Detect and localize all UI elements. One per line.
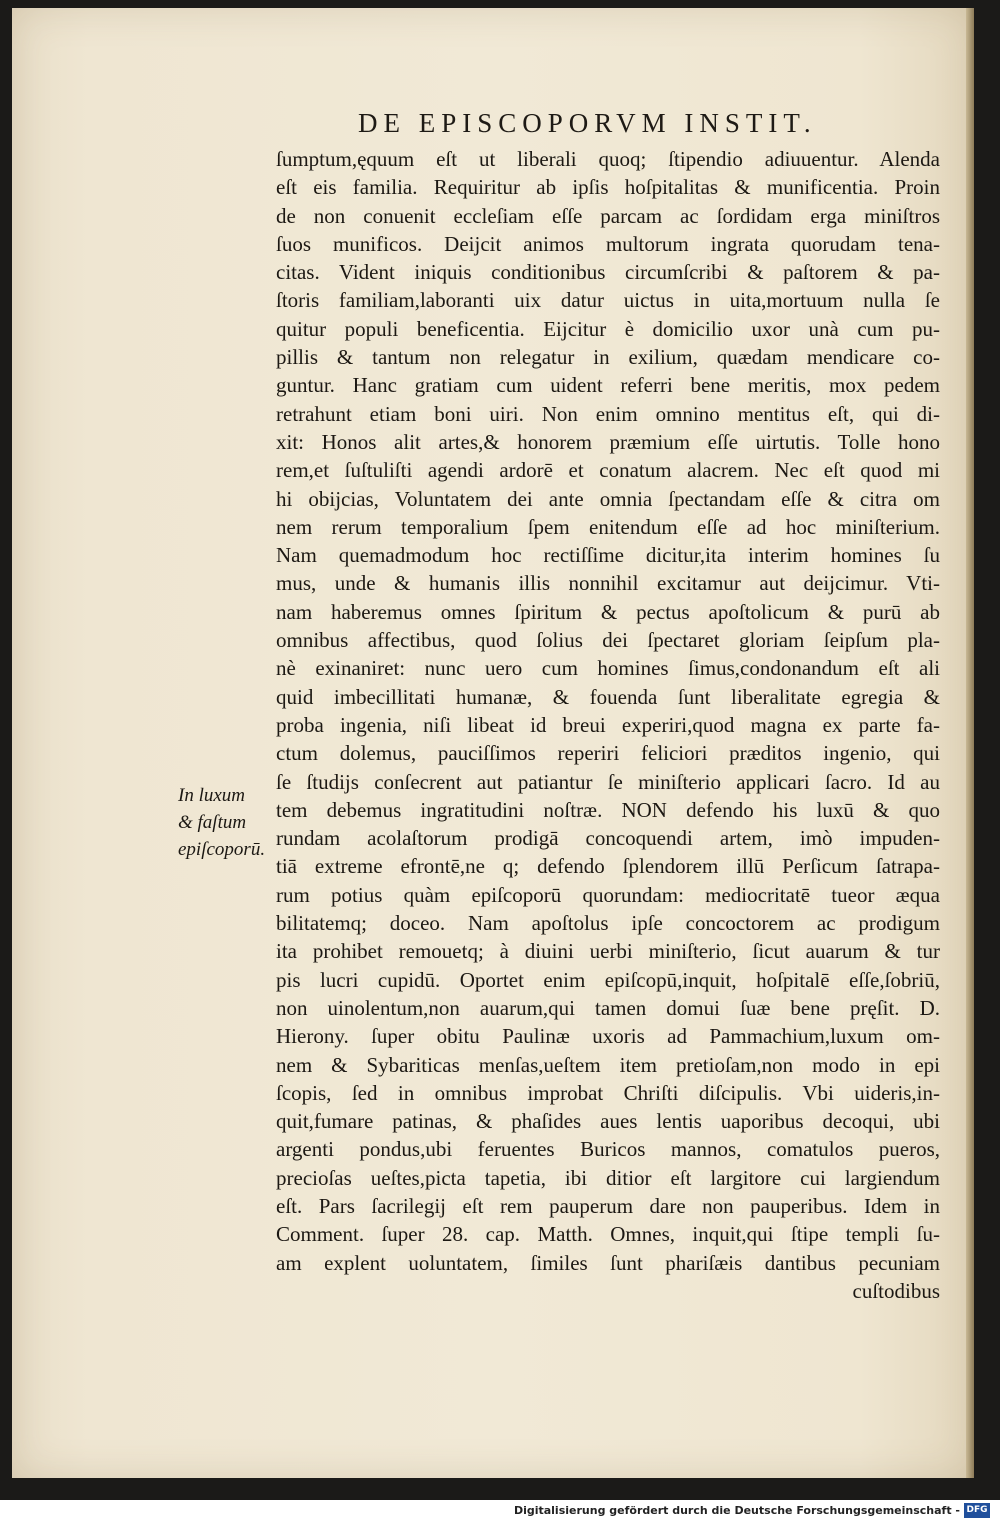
text-line: nè exinaniret: nunc uero cum homines ſimus,condonandum eſt ali (276, 656, 940, 681)
catchword: cuſtodibus (852, 1278, 940, 1303)
text-line: quit,fumare patinas, & phaſides aues lentis uaporibus decoqui, ubi (276, 1109, 940, 1134)
dfg-logo: DFG (964, 1503, 990, 1518)
text-line: bilitatemq; doceo. Nam apoſtolus ipſe concoctorem ac prodigum (276, 911, 940, 936)
text-line: guntur. Hanc gratiam cum uident referri bene meritis, mox pedem (276, 373, 940, 398)
text-line: Hierony. ſuper obitu Paulinæ uxoris ad Pammachium,luxum om- (276, 1024, 940, 1049)
marginal-note-line: In luxum (178, 785, 246, 806)
text-line: ita prohibet remouetq; à diuini uerbi miniſterio, ſicut auarum & tur (276, 939, 940, 964)
text-line: tem debemus ingratitudini noſtræ. NON defendo his luxū & quo (276, 797, 940, 822)
running-head: DE EPISCOPORVM INSTIT. (358, 108, 817, 138)
footer-bar (0, 1500, 1000, 1523)
text-line: argenti pondus,ubi feruentes Buricos mannos, comatulos pueros, (276, 1137, 940, 1162)
text-line: tiā extreme efrontē,ne q; defendo ſplendorem illū Perſicum ſatrapa- (276, 854, 940, 879)
text-line: nam haberemus omnes ſpiritum & pectus apoſtolicum & purū ab (276, 599, 940, 624)
text-line: ſuos munificos. Deijcit animos multorum ingrata quorudam tena- (276, 231, 940, 256)
page-edge (966, 8, 974, 1478)
text-line: ſumptum,ęquum eſt ut liberali quoq; ſtipendio adiuuentur. Alenda (276, 147, 940, 171)
text-line: rundam acolaſtorum prodigā concoquendi artem, imò impuden- (276, 826, 940, 851)
text-line: Comment. ſuper 28. cap. Matth. Omnes, inquit,qui ſtipe templi ſu- (276, 1222, 940, 1247)
marginal-note (178, 782, 273, 863)
text-line: de non conuenit eccleſiam eſſe parcam ac ſordidam erga miniſtros (276, 203, 940, 228)
text-line: citas. Vident iniquis conditionibus circumſcribi & paſtorem & pa- (276, 260, 940, 285)
text-line: nem & Sybariticas menſas,ueſtem item pretioſam,non modo in epi (276, 1052, 940, 1077)
text-line: quid imbecillitati humanæ, & fouenda ſunt liberalitate egregia & (276, 684, 940, 709)
text-line: rum potius quàm epiſcoporū quorundam: mediocritatē tueor æqua (276, 882, 940, 907)
text-line: precioſas ueſtes,picta tapetia, ibi ditior eſt largitore cui largiendum (276, 1165, 940, 1190)
text-line: ſe ſtudijs conſecrent aut patiantur ſe miniſterio applicari ſacro. Id au (276, 769, 940, 794)
text-line: nem rerum temporalium ſpem enitendum eſſe ad hoc miniſterium. (276, 514, 940, 539)
text-line: am explent uoluntatem, ſimiles ſunt phariſæis dantibus pecuniam (276, 1250, 940, 1275)
text-line: non uinolentum,non auarum,qui tamen domui ſuæ bene pręſit. D. (276, 995, 940, 1020)
marginal-note-line: & faſtum (178, 812, 247, 833)
text-line: eſt. Pars ſacrilegij eſt rem pauperum dare non pauperibus. Idem in (276, 1193, 940, 1218)
text-line: pis lucri cupidū. Oportet enim epiſcopū,inquit, hoſpitalē eſſe,ſobriū, (276, 967, 940, 992)
text-line: quitur populi beneficentia. Eijcitur è domicilio uxor unà cum pu- (276, 316, 940, 341)
text-line: pillis & tantum non relegatur in exilium, quædam mendicare co- (276, 345, 940, 370)
text-line: xit: Honos alit artes,& honorem præmium eſſe uirtutis. Tolle hono (276, 429, 940, 454)
funding-credit: Digitalisierung gefördert durch die Deutsche Forschungsgemeinschaft - (513, 1504, 960, 1517)
body-text (276, 145, 940, 1305)
text-line: Nam quemadmodum hoc rectiſſime dicitur,ita interim homines ſu (276, 543, 940, 568)
text-line: ctum dolemus, pauciſſimos reperiri feliciori præditos ingenio, qui (276, 741, 940, 766)
text-line: mus, unde & humanis illis nonnihil excitamur aut deijcimur. Vti- (276, 571, 940, 596)
text-line: retrahunt etiam boni uiri. Non enim omnino mentitus eſt, qui di- (276, 401, 940, 426)
text-line: eſt eis familia. Requiritur ab ipſis hoſpitalitas & munificentia. Proin (276, 175, 940, 200)
text-line: proba ingenia, niſi libeat id breui experiri,quod magna ex parte fa- (276, 712, 940, 737)
marginal-note-line: epiſcoporū. (178, 839, 266, 860)
text-line: ſtoris familiam,laboranti uix datur uictus in uita,mortuum nulla ſe (276, 288, 940, 313)
text-line: hi obijcias, Voluntatem dei ante omnia ſpectandam eſſe & citra om (276, 486, 940, 511)
text-line: rem,et ſuſtuliſti agendi ardorē et conatum alacrem. Nec eſt quod mi (276, 458, 940, 483)
text-line: omnibus affectibus, quod ſolius dei ſpectaret gloriam ſeipſum pla- (276, 628, 940, 653)
text-line: ſcopis, ſed in omnibus improbat Chriſti diſcipulis. Vbi uideris,in- (276, 1080, 940, 1105)
